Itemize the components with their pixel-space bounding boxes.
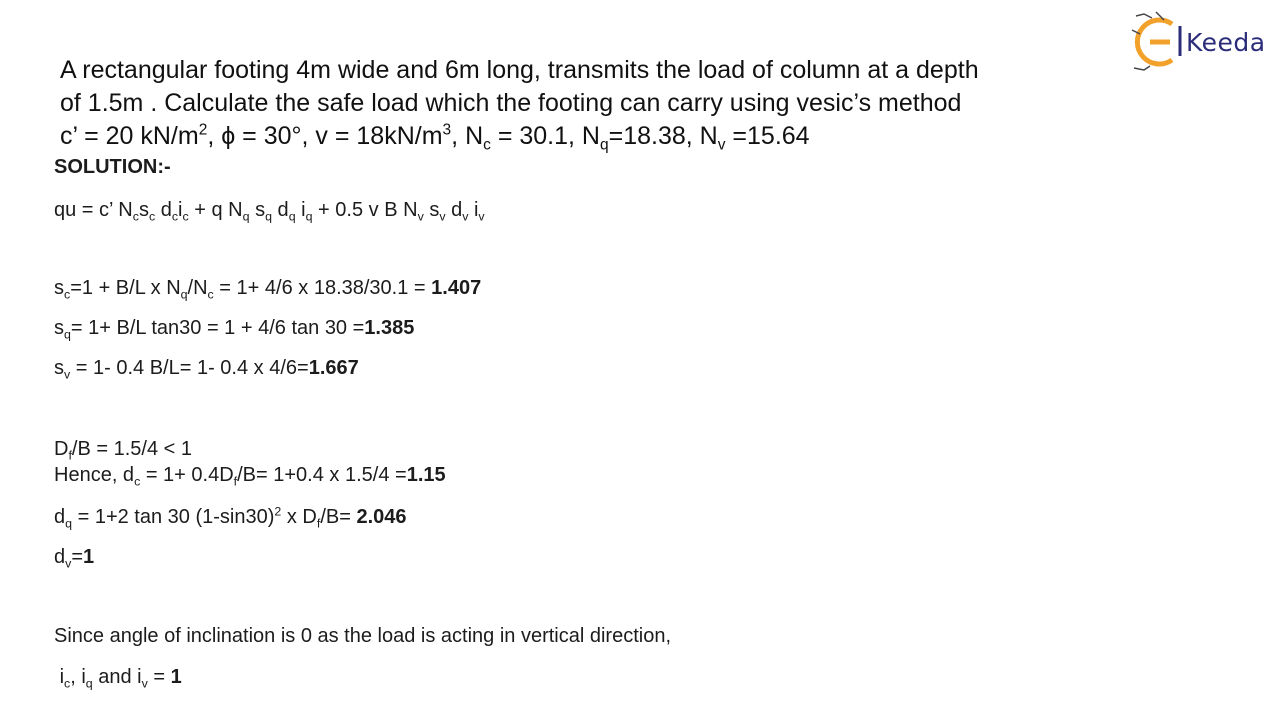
depth-factor-dc: Hence, $d_c = 1+ 0.4D_f/B= 1+0.4$ x 1.5/4 =1.15	[54, 464, 446, 489]
depth-factor-dv: $d_v=1$	[54, 546, 95, 571]
solution-heading: SOLUTION:-	[54, 156, 171, 178]
shape-factor-sq: $s_q= 1+ B/L$ tan30 = 1 + 4/6 tan 30 =1.385	[54, 317, 415, 342]
inclination-factors: $i_c$, $i_q$ and $i_v = 1$	[59, 666, 182, 691]
problem-line-1: A rectangular footing 4m wide and 6m long, transmits the load of column at a depth	[60, 56, 979, 84]
shape-factor-sv: $s_v = 1-$ 0.4 B/L= 1- 0.4 x 4/6=1.667	[54, 357, 359, 382]
logo-text: Keeda	[1186, 28, 1266, 57]
inclination-note: Since angle of inclination is 0 as the load is acting in vertical direction,	[54, 625, 672, 647]
problem-line-2: of 1.5m . Calculate the safe load which the footing can carry using vesic’s method	[60, 89, 962, 117]
depth-ratio: $D_f/B = 1.5/4 < 1$	[54, 438, 192, 463]
bearing-capacity-formula: qu = c’ $N_cs_c$ $d_ci_c + q$ $N_q$ $s_q$ $d_q$ $i_q + 0.5$ v B $N_v$ $s_v$ $d_v$ $i_v$	[54, 199, 485, 224]
shape-factor-sc: $s_c=1 + B/L$ x $N_q/N_c = 1+ 4/6$ x 18.38/30.1 = 1.407	[54, 277, 482, 302]
depth-factor-dq: $d_q = 1+2$ tan 30 $(1-\sin 30)^2$ x $D_f/B= 2.046$	[54, 504, 407, 531]
problem-line-3: c’ = 20 $kN/m^2$, ϕ = 30°, $v = 18kN/m^3$, $N_c = 30.1$, $N_q=18.38$, $N_v =15.64$	[60, 121, 810, 154]
